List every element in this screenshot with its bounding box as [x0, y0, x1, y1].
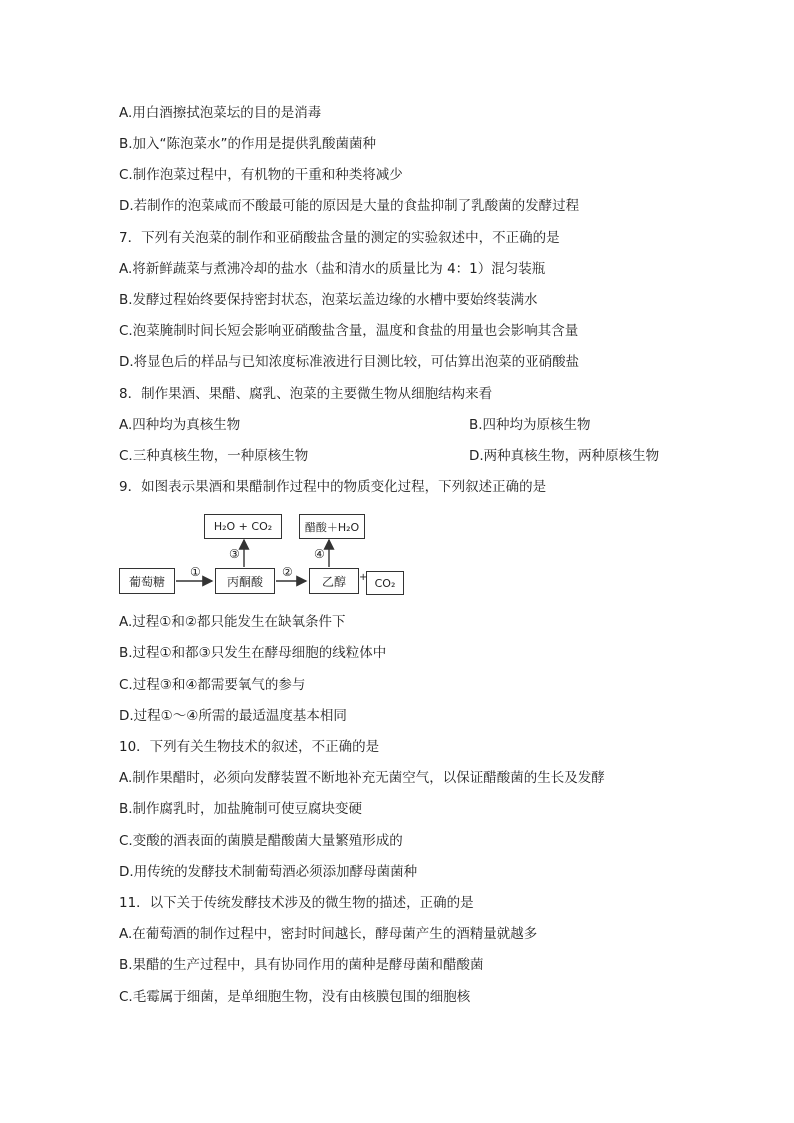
q9-option-c: C.过程③和④都需要氧气的参与	[119, 677, 306, 693]
q8-option-c: C.三种真核生物，一种原核生物	[119, 448, 309, 464]
q8-option-row-1	[119, 415, 591, 435]
glucose-box: 葡萄糖	[119, 568, 175, 594]
q9-option-a: A.过程①和②都只能发生在缺氧条件下	[119, 614, 346, 630]
q8-option-row-2	[119, 446, 660, 466]
q8-option-a: A.四种均为真核生物	[119, 417, 241, 433]
q10-option-d: D.用传统的发酵技术制葡萄酒必须添加酵母菌菌种	[119, 864, 418, 880]
step-1-label: ①	[190, 565, 201, 579]
q10-option-a: A.制作果醋时，必须向发酵装置不断地补充无菌空气，以保证醋酸菌的生长及发酵	[119, 770, 605, 786]
q8-stem: 8．制作果酒、果醋、腐乳、泡菜的主要微生物从细胞结构来看	[119, 386, 493, 402]
q6-option-c: C.制作泡菜过程中，有机物的干重和种类将减少	[119, 167, 403, 183]
acetic-acid-box: 醋酸＋H₂O	[299, 514, 365, 539]
q7-stem: 7．下列有关泡菜的制作和亚硝酸盐含量的测定的实验叙述中，不正确的是	[119, 230, 560, 246]
q10-stem: 10．下列有关生物技术的叙述，不正确的是	[119, 739, 380, 755]
q9-stem: 9．如图表示果酒和果醋制作过程中的物质变化过程，下列叙述正确的是	[119, 479, 547, 495]
q11-option-b: B.果醋的生产过程中，具有协同作用的菌种是酵母菌和醋酸菌	[119, 957, 484, 973]
q8-option-b: B.四种均为原核生物	[469, 417, 591, 433]
fermentation-diagram	[119, 509, 419, 601]
q6-option-a: A.用白酒擦拭泡菜坛的目的是消毒	[119, 105, 322, 121]
q7-option-b: B.发酵过程始终要保持密封状态，泡菜坛盖边缘的水槽中要始终装满水	[119, 292, 538, 308]
q9-option-d: D.过程①～④所需的最适温度基本相同	[119, 708, 347, 724]
water-co2-box: H₂O + CO₂	[204, 514, 282, 539]
q7-option-d: D.将显色后的样品与已知浓度标准液进行目测比较，可估算出泡菜的亚硝酸盐	[119, 354, 580, 370]
step-3-label: ③	[229, 547, 240, 561]
q6-option-d: D.若制作的泡菜咸而不酸最可能的原因是大量的食盐抑制了乳酸菌的发酵过程	[119, 198, 580, 214]
q11-stem: 11．以下关于传统发酵技术涉及的微生物的描述，正确的是	[119, 895, 474, 911]
step-4-label: ④	[314, 547, 325, 561]
co2-box: CO₂	[366, 571, 404, 595]
q10-option-b: B.制作腐乳时，加盐腌制可使豆腐块变硬	[119, 801, 363, 817]
q11-option-a: A.在葡萄酒的制作过程中，密封时间越长，酵母菌产生的酒精量就越多	[119, 926, 538, 942]
q8-option-d: D.两种真核生物，两种原核生物	[469, 448, 660, 464]
q7-option-c: C.泡菜腌制时间长短会影响亚硝酸盐含量，温度和食盐的用量也会影响其含量	[119, 323, 579, 339]
q10-option-c: C.变酸的酒表面的菌膜是醋酸菌大量繁殖形成的	[119, 833, 403, 849]
q11-option-c: C.毛霉属于细菌，是单细胞生物，没有由核膜包围的细胞核	[119, 989, 471, 1005]
step-2-label: ②	[282, 565, 293, 579]
ethanol-box: 乙醇	[309, 568, 359, 594]
pyruvate-box: 丙酮酸	[215, 568, 275, 594]
plus-sign: +	[359, 572, 368, 583]
q7-option-a: A.将新鲜蔬菜与煮沸冷却的盐水（盐和清水的质量比为 4：1）混匀装瓶	[119, 261, 546, 277]
q9-option-b: B.过程①和都③只发生在酵母细胞的线粒体中	[119, 645, 387, 661]
q6-option-b: B.加入“陈泡菜水”的作用是提供乳酸菌菌种	[119, 136, 377, 152]
